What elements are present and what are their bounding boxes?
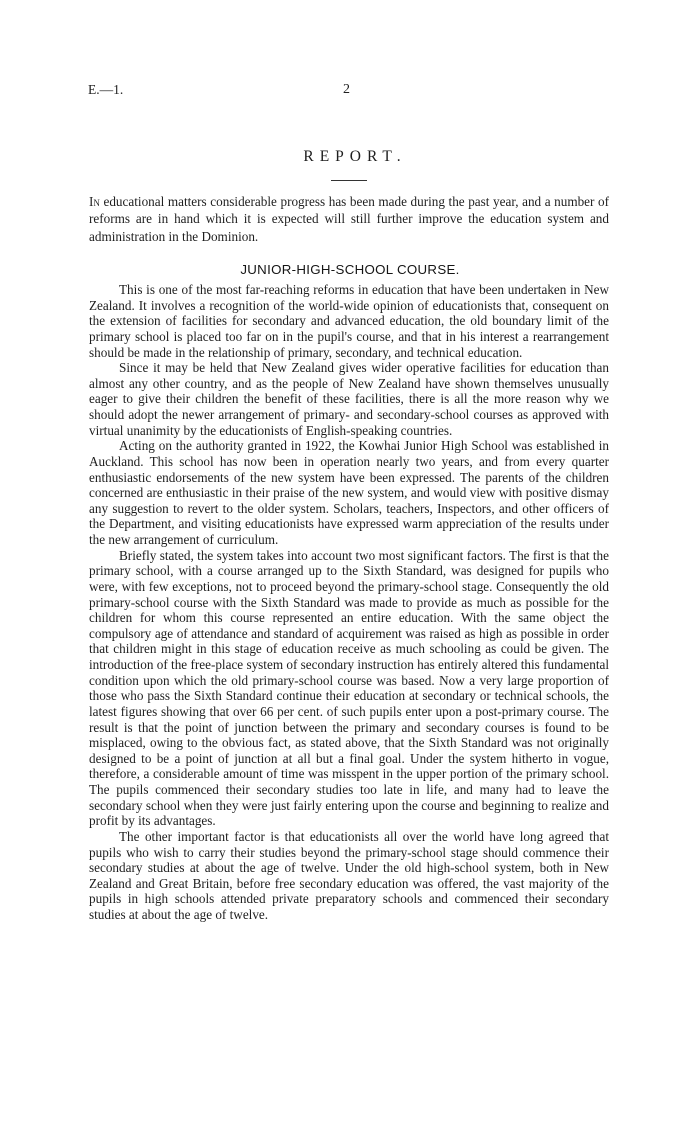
report-title: REPORT. bbox=[303, 148, 407, 165]
intro-paragraph bbox=[89, 193, 609, 245]
paragraph: Acting on the authority granted in 1922, the Kowhai Junior High School was established in Auckland. This school has now been in operation nearly two years, and from every quarter enthusiastic endorsements of the new system have been expressed. The parents of the children concerned are enthusiastic in their praise of the new system, and would view with positive dismay any suggestion to revert to the older system. Scholars, teachers, Inspectors, and other officers of the Department, and visiting educationists have expressed warm appreciation of the results under the new arrangement of curriculum. bbox=[89, 438, 609, 547]
section-heading: JUNIOR-HIGH-SCHOOL COURSE. bbox=[240, 262, 460, 277]
intro-lead-word: In bbox=[89, 194, 100, 209]
title-rule bbox=[331, 180, 367, 181]
section-body bbox=[89, 282, 609, 923]
document-reference: E.—1. bbox=[88, 82, 124, 97]
paragraph: This is one of the most far-reaching reforms in education that have been undertaken in New Zealand. It involves a recognition of the world-wide opinion of educationists that, consequent on the extension of facilities for secondary and advanced education, the old boundary limit of the primary school is placed too far on in the pupil's course, and that in his interest a rearrangement should be made in the relationship of primary, secondary, and technical education. bbox=[89, 282, 609, 360]
paragraph: Since it may be held that New Zealand gives wider operative facilities for education than almost any other country, and as the people of New Zealand have shown themselves unusually eager to give their children the benefit of these facilities, there is all the more reason why we should adopt the newer arrangement of primary- and secondary-school courses as approved with virtual unanimity by the educationists of English-speaking countries. bbox=[89, 360, 609, 438]
paragraph: Briefly stated, the system takes into account two most significant factors. The first is that the primary school, with a course arranged up to the Sixth Standard, was designed for pupils who were, with few exceptions, not to proceed beyond the primary-school stage. Consequently the old primary-school course with the Sixth Standard was made to provide as much as possible for the children for whom this course represented an entire education. With the same object the compulsory age of attendance and standard of acquirement was raised as high as possible in order that children might in this stage of education receive as much schooling as could be given. The introduction of the free-place system of secondary instruction has entirely altered this fundamental condition upon which the old primary-school course was based. Now a very large proportion of those who pass the Sixth Standard continue their education at secondary or technical schools, the latest figures showing that over 66 per cent. of such pupils enter upon a post-primary course. The result is that the point of junction between the primary and secondary courses is found to be misplaced, owing to the obvious fact, as stated above, that the Sixth Standard was not originally designed to be a point of junction at all but a final goal. Under the system hitherto in vogue, therefore, a considerable amount of time was misspent in the upper portion of the primary school. The pupils commenced their secondary studies too late in life, and many had to leave the secondary school when they were just fairly entering upon the course and beginning to realize and profit by its advantages. bbox=[89, 547, 609, 829]
paragraph: The other important factor is that educationists all over the world have long agreed that pupils who wish to carry their studies beyond the primary-school stage should commence their secondary studies at about the age of twelve. Under the old high-school system, both in New Zealand and Great Britain, before free secondary education was offered, the vast majority of the pupils in high schools attended private preparatory schools and commenced their secondary studies at about the age of twelve. bbox=[89, 828, 609, 922]
page-number: 2 bbox=[343, 82, 350, 97]
intro-text: educational matters considerable progress has been made during the past year, and a number of reforms are in hand which it is expected will still further improve the education system and administration in the Dominion. bbox=[89, 194, 609, 244]
